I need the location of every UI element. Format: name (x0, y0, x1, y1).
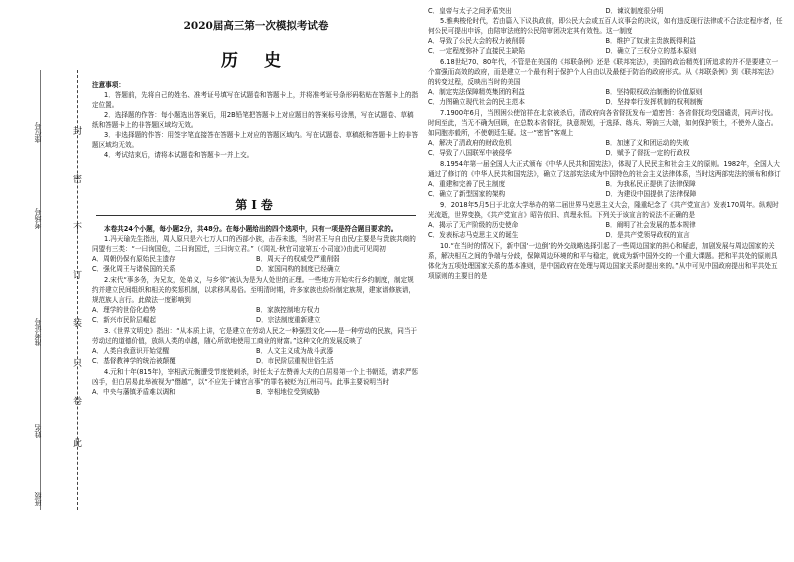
option: B．维护了奴隶主贵族既得利益 (605, 37, 696, 45)
notice-item: 1．答题前，先将自己的姓名、准考证号填写在试题卷和答题卡上，并将准考证号条形码粘贴在答题卡上的指定位置。 (92, 91, 419, 109)
question-stem: 9．2018年5月5日于北京大学举办的第二届世界马克思主义大会，隆重纪念了《共产党宣言》发表170周年。纵观时光流逝，世界变换，《共产党宣言》昭告依旧、真理永恒。下列关于该宣言的说法不正确的是 (428, 201, 779, 219)
section-title: 第Ⅰ卷 (235, 198, 277, 212)
option: A．中央与藩镇矛盾难以调和 (92, 388, 176, 396)
left-questions (92, 224, 420, 398)
option: C．一定程度弥补了直接民主缺陷 (428, 47, 525, 55)
question-4 (92, 367, 420, 397)
binding-margin (0, 0, 92, 562)
option: D．确立了三权分立的基本原则 (605, 47, 697, 55)
subject-title: 历 史 (221, 51, 291, 71)
exam-title: 2020届高三第一次模拟考试卷 (183, 20, 329, 32)
option: C．确立了新型国家的架构 (428, 190, 506, 198)
option: D．坚持奉行发挥机制的权利制衡 (605, 98, 703, 106)
question-stem: 8.1954年第一届全国人大正式颁布《中华人民共和国宪法》，体现了人民民主和社会主义的原则。1982年，全国人大通过了修订的《中华人民共和国宪法》，确立了这部宪法成为中国特色的社会主义法律体系，当时这两部宪法的颁布和修订 (428, 160, 781, 178)
option: C．导致了八国联军中被侵华 (428, 149, 512, 157)
option: B．为我私民正提供了法律保障 (605, 180, 696, 188)
option: A．制定宪法保障精英集团的利益 (428, 88, 525, 96)
option: B．家族控制地方权力 (256, 306, 320, 314)
option: D．赋予了督抚一定的行政权 (605, 149, 690, 157)
option: A．理学的世俗化趋势 (92, 306, 156, 314)
right-questions (428, 6, 783, 282)
notice-item: 4．考试结束后，请将本试题卷和答题卡一并上交。 (104, 151, 254, 159)
option: B．人文主义成为战斗武器 (256, 347, 334, 355)
question-9 (428, 200, 783, 240)
room-label: 考场号 (34, 208, 42, 229)
option: D．为建设中国提供了法律保障 (605, 190, 697, 198)
class-label: 班级 (34, 492, 42, 506)
question-stem: 6.18世纪70、80年代，不管是在美国的《邦联条例》还是《联邦宪法》，美国的政治精英们所追求的并不是要建立一个富强而高效的政府，而是建立一个最有利于保护个人自由以及最便于防治的政府形式。从《邦联条例》到《联邦宪法》的转变过程，反映出当时的美国 (428, 58, 779, 86)
section-intro: 本卷共24个小题，每小题2分，共48分。在每小题给出的四个选项中，只有一项是符合题目要求的。 (104, 225, 398, 233)
binding-char: 不 (73, 223, 83, 233)
binding-char: 封 (73, 127, 83, 137)
option: A．导致了公民大会的权力被削弱 (428, 37, 525, 45)
option: A．解决了清政府的财政危机 (428, 139, 512, 147)
option: D．谏议制度很分明 (605, 7, 664, 15)
question-stem: 4.元和十年(815年)，宰相武元衡遭受节度使刺杀，时任太子左赞善大夫的白居易第一个上书朝廷，请求严惩凶手，但白居易此举被视为“僭越”，以“不应先于谏官言事”的罪名被贬为江州司马。此事主要说明当时 (92, 368, 419, 386)
option: D．市民阶层重视世俗生活 (256, 357, 334, 365)
option: C．力图确立现代社会的民主范本 (428, 98, 525, 106)
option: B．周天子的权威受严重削弱 (256, 255, 340, 263)
binding-char: 只 (73, 359, 83, 369)
binding-char: 装 (73, 319, 83, 329)
option: D．是共产党领导政权的宣言 (605, 231, 690, 239)
question-stem: 3.《世界文明史》指出：“从本质上讲，它是建立在劳动人民之一种强烈文化——是一种劳动的民族，同当于劳动过的道德价值，放纵人类的卓越，随心所欲地使用工商业的财富。”这种文化的发展反映了 (92, 327, 418, 345)
question-stem: 1.冯天瑜先生指出，周人原只是六七万人口的西部小族，击吞未逃，当时君王与自由民/主要是与贵族共商的同盟有三类：“一曰询国危，二曰询国迁，三曰询立君。”（《周礼·秋官司寇第五·小司寇》)由此可见周初 (92, 235, 416, 253)
question-2 (92, 275, 420, 325)
question-7 (428, 108, 783, 158)
question-3 (92, 326, 420, 366)
binding-char: 订 (73, 271, 83, 281)
binding-char: 密 (73, 175, 83, 185)
option: B．坚持限权政治制衡的价值原则 (605, 88, 703, 96)
question-stem: 10.“在当时的情况下，新中国‘一边倒’的外交战略选择引起了一些周边国家的担心和疑虑，加剧发展与周边国家的关系，解决相互之间的争端与分歧，保障周边环境的和平与稳定，就成为新中国外交的一个重大课题。把和平共处的原则具体化为五项处理国家关系的基本准则，是中国政府在处理与周边国家关系时提出来的。”从中可见中国政府提出和平共处五项原则的主要目的是 (428, 242, 778, 280)
binding-char: 卷 (73, 397, 83, 407)
question-stem: 7.1900年6月，当围困公使馆祥在北京被杀后，清政府向各省督抚发布一道密旨：各省督抚均受国谴责，同声讨伐。时间至此，当无不确为回顾，在总数本省督抚，执意规划，于选择、练兵、筹饷三大端，如何保护领土，不使外人盗占。如同胞亦毅所，不使朝廷生疑。这一“密旨”客观上 (428, 109, 778, 137)
option: A．人类自我意识开始觉醒 (92, 347, 170, 355)
option: A．揭示了无产阶级的历史使命 (428, 221, 519, 229)
option: A．周朝仍保有原始民主遗存 (92, 255, 176, 263)
option: B．阐明了社会发展的基本规律 (605, 221, 696, 229)
option: D．宗法制度重新建立 (256, 316, 321, 324)
option: C．皇帝与太子之间矛盾突出 (428, 7, 512, 15)
seat-label: 座位号 (34, 122, 42, 143)
option: B．加速了义和团运动的失败 (605, 139, 690, 147)
option: A．重建和完善了民主制度 (428, 180, 506, 188)
notice-block (92, 80, 420, 160)
question-5 (428, 16, 783, 56)
question-4-continued (428, 6, 783, 16)
question-1 (92, 234, 420, 274)
question-10 (428, 241, 783, 281)
notice-item: 2．选择题的作答：每小题选出答案后，用2B铅笔把答题卡上对应题目的答案标号涂黑，写在试题卷、草稿纸和答题卡上的非答题区域均无效。 (92, 111, 414, 129)
question-8 (428, 159, 783, 199)
option: D．家国同构的制度已经确立 (256, 265, 341, 273)
notice-item: 3．非选择题的作答：用签字笔直接答在答题卡上对应的答题区域内。写在试题卷、草稿纸和答题卡上的非答题区域均无效。 (92, 131, 419, 149)
question-stem: 2.宋代“事多务，为兄友，处弟义，与乡邻”被认为是为人处世的正理。一些地方开始实行乡约制度，制定规约并建立民间组织和相关的奖惩机制，以求移风易俗。至明清时期，许多家族也纷纷制定族规，建家谱修族谱，规范族人言行。此做法一度影响到 (92, 276, 416, 304)
exam-no-label: 准考证号 (34, 318, 42, 346)
question-6 (428, 57, 783, 107)
option: C．强化周王与诸侯国的关系 (92, 265, 176, 273)
option: C．新兴市民阶层崛起 (92, 316, 156, 324)
option: B．宰相地位受到威胁 (256, 388, 320, 396)
notice-heading: 注意事项： (92, 81, 125, 89)
option: C．发表标志马克思主义的诞生 (428, 231, 519, 239)
question-stem: 5.雅典梭伦时代，若由篇入下议执政前，即公民大会或五百人议事会的决议，如有违反现行法律或不合法定程序者，任何公民可提出申诉，由陪审法庭的公民陪审团决定其有效性。这一制度 (428, 17, 783, 35)
section-divider (96, 215, 416, 216)
option: C．基督教神学的统治被颠覆 (92, 357, 176, 365)
binding-char: 此 (73, 439, 83, 449)
name-label: 姓名 (34, 424, 42, 438)
